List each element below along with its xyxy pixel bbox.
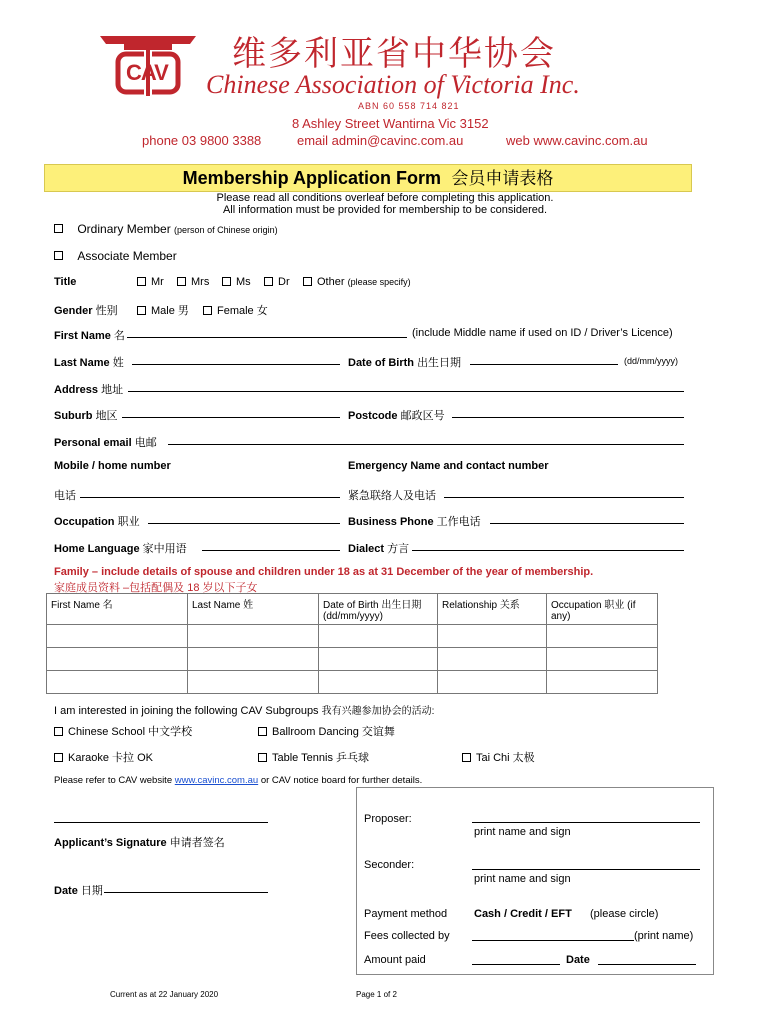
dr-label: Dr [278,276,290,288]
tai-chi-checkbox[interactable] [462,753,471,762]
seconder-print-sign: print name and sign [474,873,571,885]
occupation-row [54,513,140,529]
cell[interactable] [319,648,438,671]
cell[interactable] [547,671,658,694]
title-mr[interactable] [137,276,164,288]
address-label-cn: 地址 [101,384,124,396]
col-occupation: Occupation 职业 (if any) [547,594,658,625]
dialect-field[interactable] [412,540,684,551]
last-name-field[interactable] [132,354,340,365]
home-language-field[interactable] [202,540,340,551]
other-note: (please specify) [347,277,411,287]
proposer-label: Proposer: [364,813,412,825]
karaoke-label: Karaoke 卡拉 OK [68,752,153,764]
ms-label: Ms [236,276,251,288]
business-phone-label-en: Business Phone [348,516,434,528]
applicant-signature-en: Applicant’s Signature [54,837,167,849]
email-label-cn: 电邮 [134,437,157,449]
emergency-label: Emergency Name and contact number [348,460,549,472]
associate-checkbox[interactable] [54,251,63,260]
proposer-print-sign: print name and sign [474,826,571,838]
please-circle: (please circle) [590,908,659,920]
chinese-school-label: Chinese School 中文学校 [68,726,193,738]
business-phone-label-cn: 工作电话 [436,516,481,528]
email-field[interactable] [168,434,684,445]
current-as-at: Current as at 22 January 2020 [110,990,219,999]
cell[interactable] [188,648,319,671]
title-dr[interactable] [264,276,290,288]
subgroups-intro-cn: 我有兴趣参加协会的活动: [321,706,435,717]
form-title: Membership Application Form [182,168,441,188]
refer-pre: Please refer to CAV website [54,775,173,786]
dob-field[interactable] [470,354,618,365]
gender-male[interactable] [137,302,189,318]
dialect-label-cn: 方言 [387,543,410,555]
ordinary-checkbox[interactable] [54,224,63,233]
dob-label-cn: 出生日期 [417,357,462,369]
office-date-field[interactable] [598,954,696,965]
chinese-org-name: 维多利亚省中华协会 [232,34,556,74]
seconder-field[interactable] [472,859,700,870]
cell[interactable] [47,671,188,694]
business-phone-label [348,513,481,529]
phone-cn-label: 电话 [54,490,76,502]
suburb-label-cn: 地区 [95,410,118,422]
dr-checkbox[interactable] [264,277,273,286]
family-table-header [47,594,658,625]
address-row [54,381,123,397]
signature-field[interactable] [54,812,268,823]
other-label: Other [317,276,345,288]
email-label: Personal email [54,437,132,449]
dob-format: (dd/mm/yyyy) [624,356,678,366]
payment-label: Payment method [364,908,448,920]
mr-label: Mr [151,276,164,288]
col-relationship: Relationship 关系 [438,594,547,625]
cell[interactable] [319,671,438,694]
subgroup-karaoke[interactable] [54,749,153,765]
title-ms[interactable] [222,276,251,288]
dialect-label-en: Dialect [348,543,385,555]
first-name-note: (include Middle name if used on ID / Driver’s Licence) [412,327,673,339]
family-table [46,593,658,694]
home-language-label-cn: 家中用语 [142,543,187,555]
mrs-checkbox[interactable] [177,277,186,286]
family-heading: Family – include details of spouse and children under 18 as at 31 December of the year of membership. [54,566,594,578]
chinese-school-checkbox[interactable] [54,727,63,736]
title-banner [44,164,692,192]
postcode-field[interactable] [452,407,684,418]
occupation-label-cn: 职业 [117,516,140,528]
home-language-row [54,540,187,556]
phone: phone 03 9800 3388 [142,133,262,148]
col-first-name: First Name 名 [47,594,188,625]
home-language-label: Home Language [54,543,140,555]
suburb-label: Suburb [54,410,93,422]
subgroup-chinese-school[interactable] [54,723,192,739]
logo-text: CAV [126,60,168,85]
other-checkbox[interactable] [303,277,312,286]
occupation-field[interactable] [148,513,340,524]
subgroup-table-tennis[interactable] [258,749,369,765]
subgroups-intro [54,702,434,717]
date-label [54,882,103,898]
address-label: Address [54,384,99,396]
female-label: Female 女 [217,305,268,317]
ordinary-label: Ordinary Member [77,222,171,236]
intro-line-1: Please read all conditions overleaf before completing this application. [216,192,554,204]
subgroups-intro-en: I am interested in joining the following CAV Subgroups [54,705,319,717]
postcode-label-cn: 邮政区号 [400,410,445,422]
postcode-label [348,407,445,423]
first-name-row [54,327,125,343]
dob-label-en: Date of Birth [348,357,414,369]
col-last-name: Last Name 姓 [188,594,319,625]
title-label: Title [54,276,77,288]
intro-line-2: All information must be provided for membership to be considered. [222,204,548,216]
last-name-row [54,354,124,370]
emergency-cn-label: 紧急联络人及电话 [348,490,436,502]
date-label-en: Date [54,885,78,897]
gender-label-en: Gender [54,305,93,317]
date-label-cn: 日期 [80,885,103,897]
cell[interactable] [188,625,319,648]
gender-label-cn: 性别 [95,305,118,317]
cell[interactable] [547,648,658,671]
female-checkbox[interactable] [203,306,212,315]
suburb-field[interactable] [122,407,340,418]
table-row[interactable] [47,671,658,694]
male-checkbox[interactable] [137,306,146,315]
seconder-label: Seconder: [364,859,415,871]
print-name: (print name) [634,930,694,942]
address-field[interactable] [128,381,684,392]
ordinary-member-option[interactable] [54,222,278,236]
refer-post: or CAV notice board for further details. [260,775,423,786]
web: web www.cavinc.com.au [506,133,648,148]
abn: ABN 60 558 714 821 [358,101,460,111]
tai-chi-label: Tai Chi 太极 [476,752,535,764]
business-phone-field[interactable] [490,513,684,524]
first-name-label-cn: 名 [113,330,125,342]
dob-label [348,354,461,370]
cell[interactable] [319,625,438,648]
mrs-label: Mrs [191,276,210,288]
mobile-label: Mobile / home number [54,460,171,472]
applicant-signature-cn: 申请者签名 [169,837,225,849]
form-title-cn: 会员申请表格 [451,169,554,188]
title-mrs[interactable] [177,276,209,288]
first-name-label: First Name [54,330,111,342]
mr-checkbox[interactable] [137,277,146,286]
cell[interactable] [47,625,188,648]
table-tennis-checkbox[interactable] [258,753,267,762]
karaoke-checkbox[interactable] [54,753,63,762]
proposer-field[interactable] [472,812,700,823]
applicant-signature-label [54,834,225,850]
last-name-label: Last Name [54,357,110,369]
website-link[interactable]: www.cavinc.com.au [174,775,259,786]
family-heading-cn: 家庭成员资料 –包括配偶及 18 岁以下子女 [54,582,258,594]
page-number: Page 1 of 2 [356,990,397,999]
cell[interactable] [438,671,547,694]
associate-label: Associate Member [77,249,177,263]
occupation-label: Occupation [54,516,115,528]
title-other[interactable] [303,276,411,288]
ballroom-label: Ballroom Dancing 交谊舞 [272,726,395,738]
payment-options: Cash / Credit / EFT [474,908,572,920]
cell[interactable] [47,648,188,671]
ordinary-note: (person of Chinese origin) [174,225,278,235]
ballroom-checkbox[interactable] [258,727,267,736]
suburb-row [54,407,118,423]
table-tennis-label: Table Tennis 乒乓球 [272,752,370,764]
email-row [54,434,157,450]
amount-label: Amount paid [364,954,426,966]
emergency-field[interactable] [444,487,684,498]
ms-checkbox[interactable] [222,277,231,286]
cell[interactable] [438,648,547,671]
amount-field[interactable] [472,954,560,965]
refer-note [54,775,422,786]
last-name-label-cn: 姓 [112,357,124,369]
gender-label [54,302,118,318]
subgroup-ballroom[interactable] [258,723,395,739]
phone-field[interactable] [80,487,340,498]
office-date-label: Date [566,954,590,966]
first-name-field[interactable] [127,327,407,338]
org-name: Chinese Association of Victoria Inc. [206,70,580,99]
fees-field[interactable] [472,930,634,941]
table-row[interactable] [47,648,658,671]
male-label: Male 男 [151,305,189,317]
cell[interactable] [547,625,658,648]
date-field[interactable] [104,882,268,893]
postcode-label-en: Postcode [348,410,398,422]
email: email admin@cavinc.com.au [297,133,464,148]
cell[interactable] [188,671,319,694]
subgroup-tai-chi[interactable] [462,749,535,765]
fees-label: Fees collected by [364,930,450,942]
gender-female[interactable] [203,302,268,318]
table-row[interactable] [47,625,658,648]
col-dob: Date of Birth 出生日期 (dd/mm/yyyy) [319,594,438,625]
associate-member-option[interactable] [54,249,177,263]
dialect-label [348,540,409,556]
cell[interactable] [438,625,547,648]
street-address: 8 Ashley Street Wantirna Vic 3152 [292,116,489,131]
logo [98,30,198,100]
